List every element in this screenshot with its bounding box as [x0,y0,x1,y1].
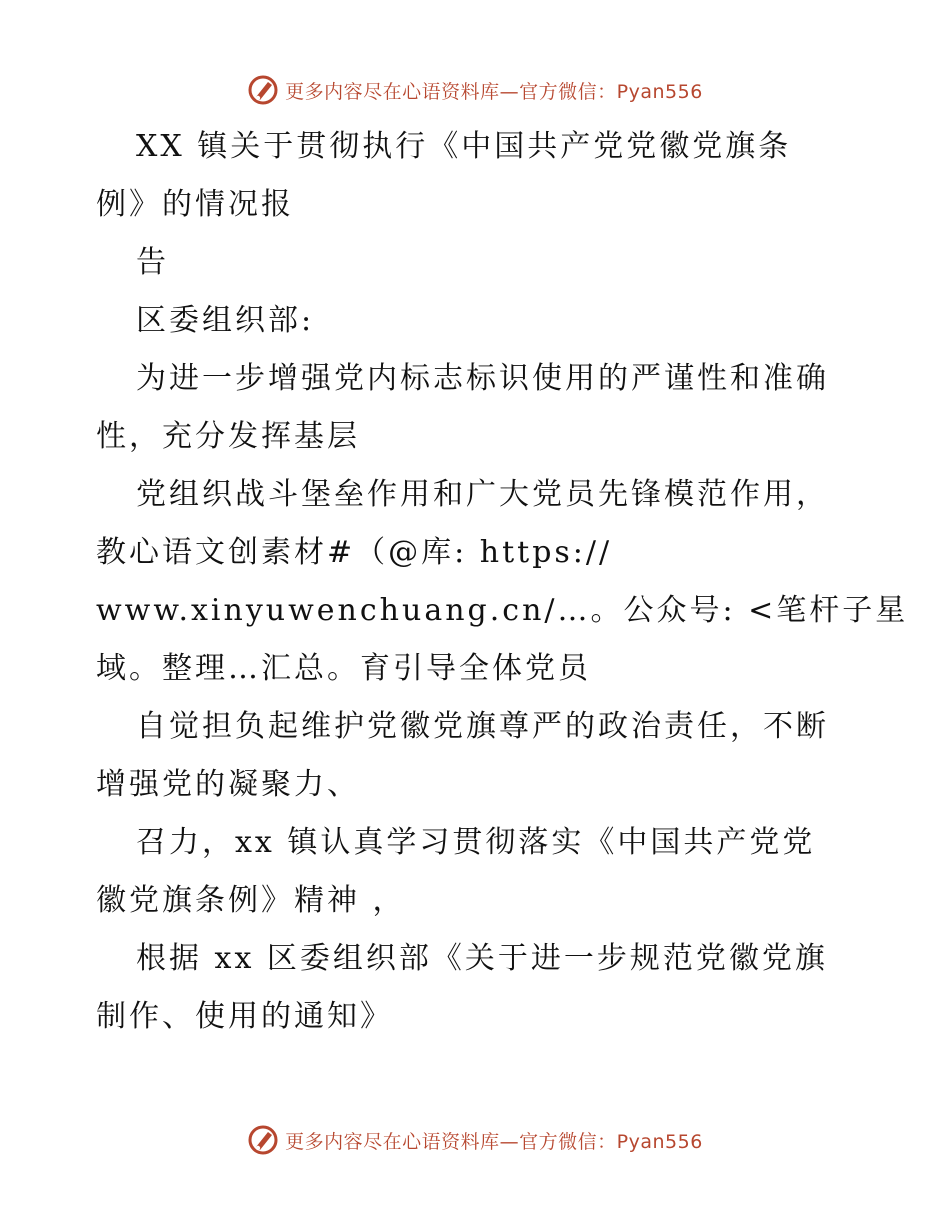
document-line: 例》的情况报 [96,187,294,222]
document-line: 自觉担负起维护党徽党旗尊严的政治责任，不断 [136,709,829,744]
header-banner [0,70,950,110]
pen-circle-logo-icon [247,74,279,106]
footer-banner [0,1120,950,1160]
document-line: XX 镇关于贯彻执行《中国共产党党徽党旗条 [136,129,792,164]
document-line: 党组织战斗堡垒作用和广大党员先锋模范作用， [136,477,829,512]
header-banner-text: 更多内容尽在心语资料库—官方微信：Pyan556 [285,80,703,103]
document-line: 教心语文创素材#（@库: https:// [96,535,613,570]
pen-circle-logo-icon [247,1124,279,1156]
document-line: 增强党的凝聚力、 [96,767,360,802]
document-line: 为进一步增强党内标志标识使用的严谨性和准确 [136,361,829,396]
footer-banner-text: 更多内容尽在心语资料库—官方微信：Pyan556 [285,1130,703,1153]
document-line: 徽党旗条例》精神 ， [96,883,406,918]
document-line: 告 [136,245,169,280]
document-body [96,118,909,1046]
document-line: 区委组织部: [136,303,315,338]
document-line: 性，充分发挥基层 [96,419,360,454]
document-line: 召力，xx 镇认真学习贯彻落实《中国共产党党 [136,825,816,860]
document-line: www.xinyuwenchuang.cn/…。公众号: <笔杆子星 [96,593,909,628]
document-line: 根据 xx 区委组织部《关于进一步规范党徽党旗 [136,941,828,976]
document-line: 制作、使用的通知》 [96,999,393,1034]
document-line: 域。整理…汇总。育引导全体党员 [96,651,591,686]
